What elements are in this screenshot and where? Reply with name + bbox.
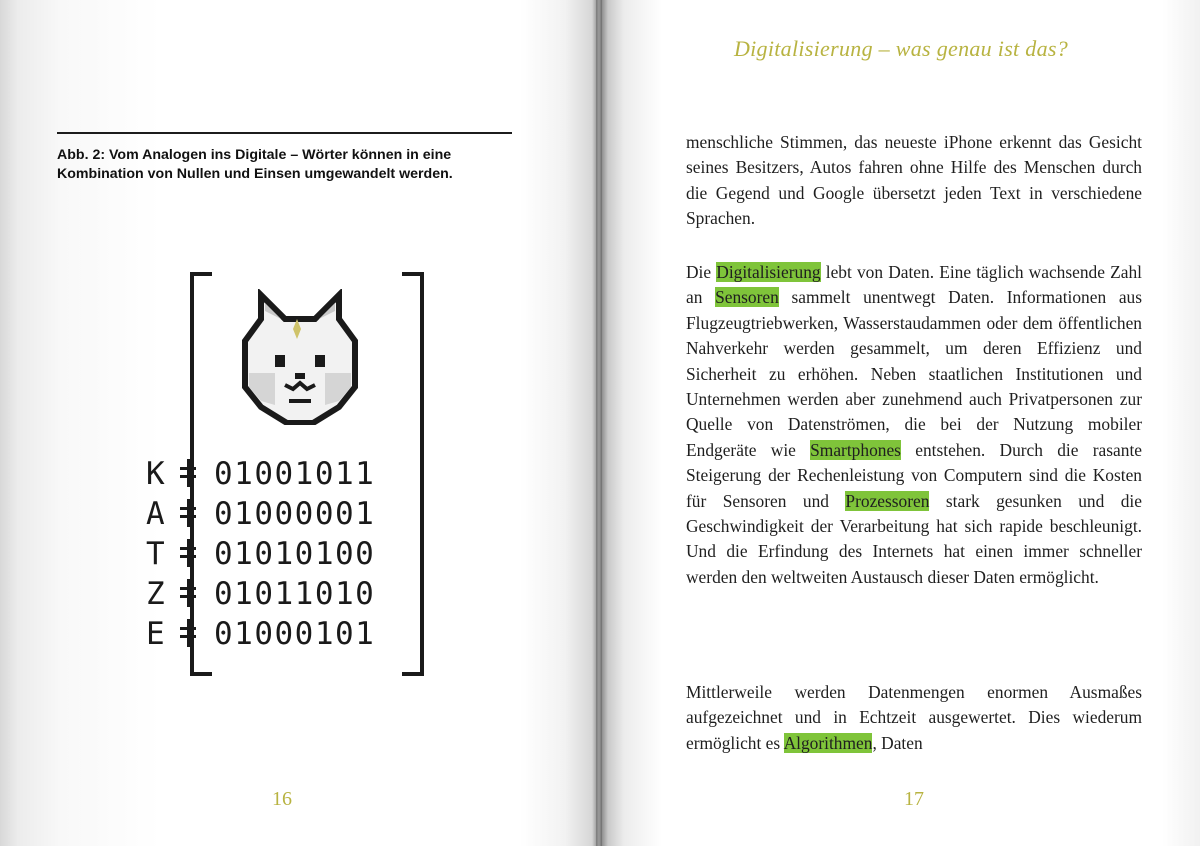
binary-row [140, 496, 440, 536]
running-head: Digitalisierung – was genau ist das? [733, 36, 1069, 61]
highlight-smartphones: Smartphones [810, 439, 901, 460]
figure-caption: Abb. 2: Vom Analogen ins Digitale – Wörter können in eine Kombination von Nullen und Einsen umgewandelt werden. [57, 147, 453, 182]
paragraph-1: menschliche Stimmen, das neueste iPhone erkennt das Gesicht seines Besitzers, Autos fahren ohne Hilfe des Menschen durch die Gegend und Google übersetzt jeden Text in verschiedene Sprachen. [686, 132, 1142, 229]
text-run: Die [686, 262, 717, 282]
paragraph-2 [686, 260, 1142, 590]
binary-letter: E [146, 616, 165, 652]
binary-bits: 01000101 [214, 616, 376, 652]
page-number-left: 16 [272, 788, 292, 810]
equals-bar-icon [180, 539, 196, 567]
equals-bar-icon [180, 499, 196, 527]
pixel-cat-icon [235, 289, 365, 425]
highlight-algorithmen: Algorithmen [783, 732, 873, 753]
equals-bar-icon [180, 619, 196, 647]
highlight-digitalisierung: Digitalisierung [716, 262, 821, 282]
paragraph-3 [686, 680, 1142, 756]
binary-bits: 01001011 [214, 456, 376, 492]
figure-katze-binary [140, 268, 440, 678]
highlight-prozessoren: Prozessoren [845, 490, 930, 511]
caption-rule [57, 132, 512, 134]
binary-bits: 01010100 [214, 536, 376, 572]
binary-letter: K [146, 456, 165, 492]
binary-letter: T [146, 536, 165, 572]
left-page [0, 0, 596, 846]
equals-bar-icon [180, 579, 196, 607]
binary-row [140, 536, 440, 576]
binary-row [140, 456, 440, 496]
binary-bits: 01000001 [214, 496, 376, 532]
page-number-right: 17 [904, 788, 924, 810]
text-run: sammelt unentwegt Daten. Informationen aus Flugzeugtriebwerken, Wasserstaudammen oder dem öffentlichen Nahverkehr werden gesammelt, um deren Effizienz und Sicherheit zu erhöhen. Neben staatlichen Institutionen und Unternehmen werden aber zunehmend auch Privatpersonen zur Quelle von Datenströmen, die bei der Nutzung mobiler Endgeräte wie [686, 287, 1143, 460]
binary-bits: 01011010 [214, 576, 376, 612]
right-page [602, 0, 1200, 846]
text-run: , Daten [872, 732, 923, 753]
highlight-sensoren: Sensoren [715, 287, 779, 308]
binary-row [140, 616, 440, 656]
text-run: Mittlerweile werden Datenmengen enormen Ausmaßes aufgezeichnet und in Echtzeit ausgewertet. Dies wiederum ermöglicht es [686, 682, 1142, 753]
text-run: entstehen. Durch die rasante Steigerung der Rechenleistung von Computern sind die Kosten für Sensoren und [686, 439, 1142, 511]
binary-letter: A [146, 496, 165, 532]
binary-row [140, 576, 440, 616]
text-run: stark gesunken und die Geschwindigkeit der Verarbeitung hat sich rapide beschleunigt. Und die Erfindung des Internets hat einen immer schneller werden den weltweiten Austausch dieser Daten ermöglicht. [686, 490, 1142, 587]
equals-bar-icon [180, 459, 196, 487]
binary-letter: Z [146, 576, 165, 612]
text-run: lebt von Daten. Eine täglich wachsende Zahl an [686, 262, 1142, 308]
